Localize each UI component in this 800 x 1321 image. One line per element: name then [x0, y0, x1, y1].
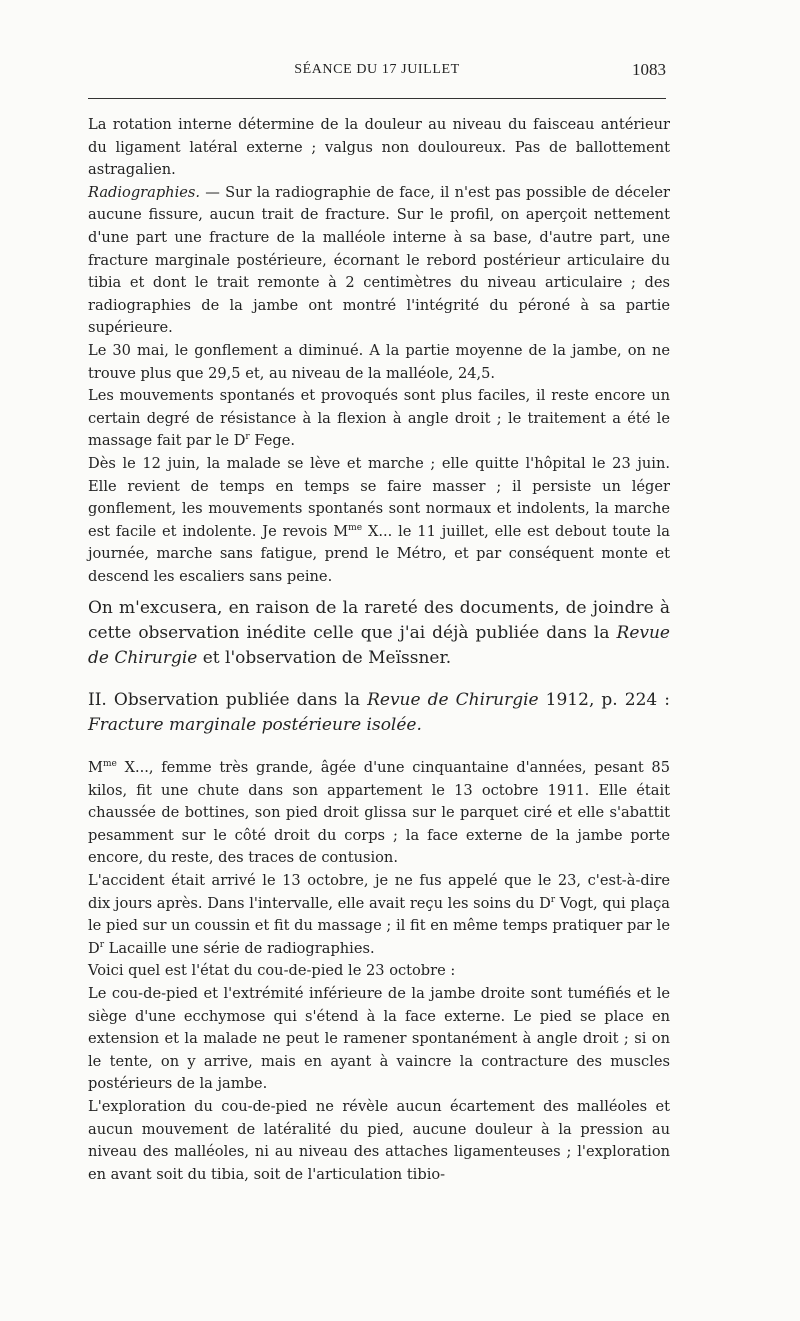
paragraph: Le 30 mai, le gonflement a diminué. A la partie moyenne de la jambe, on ne trouve plus que 29,5 et, au niveau de la malléole, 24,5. [88, 341, 670, 382]
page-number: 1083 [632, 60, 666, 79]
paragraph: $M^{me}$ X..., femme très grande, âgée d'une cinquantaine d'années, pesant 85 kilos, fit une chute dans son appartement le 13 octobre 1911. Elle était chaussée de bottines, son pied droit glissa sur le parquet ciré et elle s'abattit pesamment sur le côté droit du corps ; la face externe de la jambe porte encore, du reste, des traces de contusion. [88, 759, 670, 867]
paragraph: L'accident était arrivé le 13 octobre, je ne fus appelé que le 23, c'est-à-dire dix jours après. Dans l'intervalle, elle avait reçu les soins du $D^r$ Vogt, qui plaça le pied sur un coussin et fit du massage ; il fit en même temps pratiquer par le $D^r$ Lacaille une série de radiographies. [88, 871, 670, 957]
paragraph: Voici quel est l'état du cou-de-pied le 23 octobre : [88, 962, 456, 980]
page-header [88, 62, 666, 86]
header-rule [88, 98, 666, 99]
section-heading [88, 688, 670, 738]
paragraph: La rotation interne détermine de la douleur au niveau du faisceau antérieur du ligament latéral externe ; valgus non douloureux. Pas de ballottement astragalien. [88, 116, 670, 179]
running-head: SÉANCE DU 17 JUILLET [294, 62, 460, 77]
observation-body [88, 757, 670, 1186]
case-continuation [88, 114, 670, 588]
paragraph-radiographies: Radiographies. — Sur la radiographie de face, il n'est pas possible de déceler aucune fissure, aucun trait de fracture. Sur le profil, on aperçoit nettement d'une part une fracture de la malléole interne à sa base, d'autre part, une fracture marginale postérieure, écornant le rebord postérieur articulaire du tibia et dont le trait remonte à 2 centimètres du niveau articulaire ; des radiographies de la jambe ont montré l'intégrité du péroné à sa partie supérieure. [88, 183, 670, 337]
paragraph: L'exploration du cou-de-pied ne révèle aucun écartement des malléoles et aucun mouvement de latéralité du pied, aucune douleur à la pression au niveau des malléoles, ni au niveau des attaches ligamenteuses ; l'exploration en avant soit du tibia, soit de l'articulation tibio- [88, 1097, 670, 1183]
paragraph: Dès le 12 juin, la malade se lève et marche ; elle quitte l'hôpital le 23 juin. Elle revient de temps en temps se faire masser ; il persiste un léger gonflement, les mouvements spontanés sont normaux et indolents, la marche est facile et indolente. Je revois $M^{me}$ X... le 11 juillet, elle est debout toute la journée, marche sans fatigue, prend le Métro, et par conséquent monte et descend les escaliers sans peine. [88, 454, 670, 585]
observation-title: II. Observation publiée dans la Revue de Chirurgie 1912, p. 224 : Fracture marginale postérieure isolée. [88, 690, 671, 735]
intro-paragraph [88, 596, 670, 671]
paragraph: Les mouvements spontanés et provoqués sont plus faciles, il reste encore un certain degré de résistance à la flexion à angle droit ; le traitement a été le massage fait par le $D^r$ Fege. [88, 387, 670, 450]
paragraph: Le cou-de-pied et l'extrémité inférieure de la jambe droite sont tuméfiés et le siège d'une ecchymose qui s'étend à la face externe. Le pied se place en extension et la malade ne peut le ramener spontanément à angle droit ; si on le tente, on y arrive, mais en ayant à vaincre la contracture des muscles postérieurs de la jambe. [88, 984, 670, 1093]
paragraph: On m'excusera, en raison de la rareté des documents, de joindre à cette observation inédite celle que j'ai déjà publiée dans la Revue de Chirurgie et l'observation de Meïssner. [88, 598, 670, 668]
